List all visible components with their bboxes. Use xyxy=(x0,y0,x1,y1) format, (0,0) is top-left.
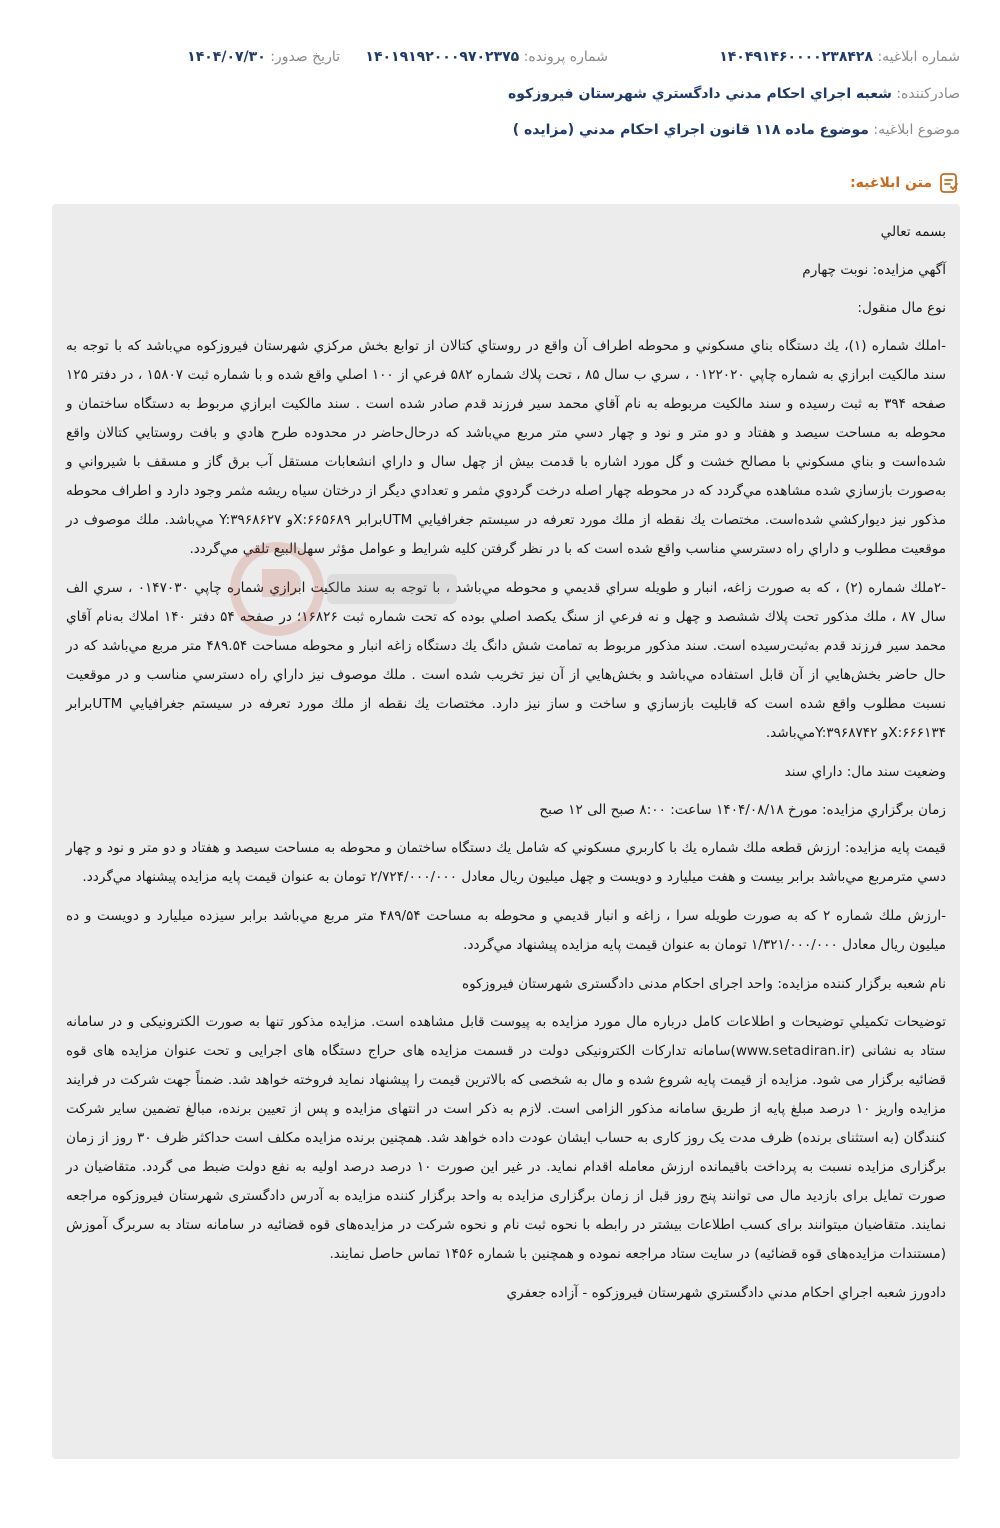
issuer-label: صادرکننده: xyxy=(896,86,960,102)
paragraph-auction-round: آگهي مزايده: نوبت چهارم xyxy=(802,262,946,278)
paragraph-base-price-2: -ارزش ملك شماره ۲ كه به صورت طويله سرا ، زاغه و انبار قديمي و محوطه به مساحت ۴۸۹/۵۴ متر مربع مي‌باشد برابر سيزده ميليارد و دويست و ده ميليون ريال معادل ۱/۳۲۱/۰۰۰/۰۰۰ تومان به عنوان قيمت پايه مزايده پيشنهاد مي‌گردد. xyxy=(66,908,946,953)
subject-label: موضوع ابلاغيه: xyxy=(873,122,960,138)
issue-date xyxy=(187,49,340,65)
notice-number-label: شماره ابلاغيه: xyxy=(877,49,960,65)
issuer-row xyxy=(40,86,960,102)
case-number-label: شماره پرونده: xyxy=(523,49,608,65)
paragraph-auction-time: زمان برگزاري مزايده: مورخ ۱۴۰۴/۰۸/۱۸ ساعت: ۸:۰۰ صبح الی ۱۲ صبح xyxy=(539,802,946,818)
paragraph-property-2: -۲ملك شماره (۲) ، كه به صورت زاغه، انبار و طويله سراي قديمي و محوطه مي‌باشد ، با توجه به سند مالكيت ابرازي شماره چاپي ۰۱۴۷۰۳۰ ، سري الف سال ۸۷ ، ملك مذكور تحت پلاك ششصد و چهل و نه فرعي از سنگ يكصد اصلي بوده كه تحت شماره ثبت ۱۶۸۲۶؛ در صفحه ۵۴ دفتر ۱۴۰ املاك به‌نام آقاي محمد سير فرزند قدم به‌ثبت‌رسيده است. سند مذكور مربوط به تمامت شش دانگ يك دستگاه زاغه انبار و محوطه مساحت ۴۸۹.۵۴ متر مربع مي‌باشد كه در حال حاضر بخش‌هايي از آن قابل استفاده مي‌باشد و بخش‌هايي از آن نيز تخريب شده است . ملك موصوف نيز داراي راه دسترسي مناسب و در موقعيت نسبت مطلوب واقع شده است كه قابليت بازسازي و ساخت و ساز نيز دارد. مختصات يك نقطه از ملك مورد تعرفه در سيستم جغرافيايي UTMبرابر X:۶۶۶۱۳۴و Y:۳۹۶۸۷۴۲مي‌باشد. xyxy=(66,580,947,741)
paragraph-property-type: نوع مال منقول: xyxy=(857,300,946,316)
paragraph-property-1: -املك شماره (۱)، يك دستگاه بناي مسكوني و محوطه اطراف آن واقع در روستاي كتالان از توابع بخش مركزي شهرستان فيروزكوه مي‌باشد كه با توجه به سند مالكيت ابرازي به شماره چاپي ۰۱۲۲۰۲۰ ، سري ب سال ۸۵ ، تحت پلاك شماره ۵۸۲ فرعي از ۱۰۰ اصلي واقع شده و با شماره ثبت ۱۵۸۰۷ ، در دفتر ۱۲۵ صفحه ۳۹۴ به ثبت رسيده و سند مالكيت مربوطه به نام آقاي محمد سير فرزند قدم صادر شده است . سند مالكيت ابرازي مربوط به دستگاه ساختمان و محوطه به مساحت سيصد و هفتاد و دو متر و نود و چهار دسي متر مربع مي‌باشد كه درحال‌حاضر در محدوده طرح هادي و بافت روستايي كتالان واقع شده‌است و بناي مسكوني با مصالح خشت و گل مورد اشاره با قدمت بيش از چهل سال و داراي انشعابات مستقل آب برق گاز و مسقف با شيرواني و به‌صورت بازسازي شده مشاهده مي‌گردد كه در محوطه چهار اصله درخت گردوي مثمر و تعدادي ديگر از درختان سياه ريشه مثمر وجود دارد و اطراف محوطه مذكور نيز ديواركشي شده‌است. مختصات يك نقطه از ملك مورد تعرفه در سيستم جغرافيايي UTMبرابر X:۶۶۵۶۸۹و Y:۳۹۶۸۶۲۷ مي‌باشد. ملك موصوف در موقعيت مطلوب و داراي راه دسترسي مناسب واقع شده است كه با در نظر گرفتن كليه شرايط و عوامل مؤثر سهل‌البيع تلقي مي‌گردد. xyxy=(66,338,946,557)
subject-value: موضوع ماده ۱۱۸ قانون اجراي احكام مدني (مزايده ) xyxy=(512,122,869,138)
paragraph-base-price-1: قيمت پايه مزايده: ارزش قطعه ملك شماره يك با كاربري مسكوني كه شامل يك دستگاه ساختمان و محوطه به مساحت سيصد و هفتاد و دو متر و نود و چهار دسي مترمربع مي‌باشد برابر بيست و هفت ميليارد و دويست و چهل ميليون ريال معادل ۲/۷۲۴/۰۰۰/۰۰۰ تومان به عنوان قيمت پايه مزايده پيشنهاد مي‌گردد. xyxy=(66,840,946,885)
header-meta-row xyxy=(40,49,960,69)
document-text-icon xyxy=(938,172,960,194)
case-number xyxy=(365,49,608,65)
paragraph-signature: دادورز شعبه اجراي احكام مدني دادگستري شهرستان فيروزكوه - آزاده جعفري xyxy=(506,1285,946,1301)
notice-body-title: متن ابلاغيه: xyxy=(850,175,932,191)
subject-row xyxy=(40,122,960,138)
paragraph-organizer: نام شعبه برگزار كننده مزايده: واحد اجرای احکام مدنی دادگستری شهرستان فیروزکوه xyxy=(461,976,946,992)
issuer-value: شعبه اجراي احكام مدني دادگستري شهرستان فيروزكوه xyxy=(508,86,892,102)
notice-number xyxy=(719,49,960,65)
case-number-value: ۱۴۰۱۹۱۹۲۰۰۰۹۷۰۲۳۷۵ xyxy=(365,49,520,65)
notice-number-value: ۱۴۰۴۹۱۴۶۰۰۰۰۲۳۸۴۲۸ xyxy=(719,49,873,65)
notice-text-box xyxy=(52,204,960,1459)
paragraph-deed-status: وضعيت سند مال: داراي سند xyxy=(784,764,946,780)
issue-date-label: تاريخ صدور: xyxy=(270,49,340,65)
paragraph-salutation: بسمه تعالي xyxy=(880,224,946,240)
paragraph-details: توضيحات تكميلي توضيحات و اطلاعات كامل درباره مال مورد مزايده به پيوست قابل مشاهده است. مزایده مذکور تنها به صورت الکترونیکی و در سامانه ستاد به نشانی (www.setadiran.ir)سامانه تدارکات الکترونیکی دولت در قسمت مزایده های حراج دستگاه های اجرایی و تحت عنوان مزایده های قوه قضائیه برگزار می شود. مزایده از قیمت پایه شروع شده و مال به شخصی که بالاترین قیمت را پیشنهاد نماید فروخته خواهد شد. ضمناً جهت شرکت در فرایند مزایده واریز ۱۰ درصد مبلغ پایه از طریق سامانه مذکور الزامی است. لازم به ذکر است در انتهای مزایده و پس از تعیین برنده، مبالغ تضمین سایر شرکت کنندگان (به استثنای برنده) ظرف مدت یک روز کاری به حساب ایشان عودت داده خواهد شد. همچنین برنده مزایده مکلف است حداکثر ظرف ۳۰ روز از زمان برگزاری مزایده نسبت به پرداخت باقیمانده ارزش معامله اقدام نماید. در غیر این صورت ۱۰ درصد درصد اولیه به نفع دولت ضبط می گردد. متقاضیان در صورت تمایل برای بازدید مال می توانند پنج روز قبل از زمان برگزاری مزایده به واحد برگزار کننده مزایده به آدرس دادگستری شهرستان فیروزکوه مراجعه نمایند. متقاضیان میتوانند برای کسب اطلاعات بیشتر در رابطه با نحوه ثبت نام و نحوه شرکت در مزایده‌های قوه قضائیه در سامانه ستاد به سربرگ آموزش (مستندات مزایده‌های قوه قضائیه) در سایت ستاد مراجعه نموده و همچنین با شماره ۱۴۵۶ تماس حاصل نمایند. xyxy=(66,1014,947,1262)
issue-date-value: ۱۴۰۴/۰۷/۳۰ xyxy=(187,49,266,65)
notice-body-header xyxy=(850,172,960,194)
